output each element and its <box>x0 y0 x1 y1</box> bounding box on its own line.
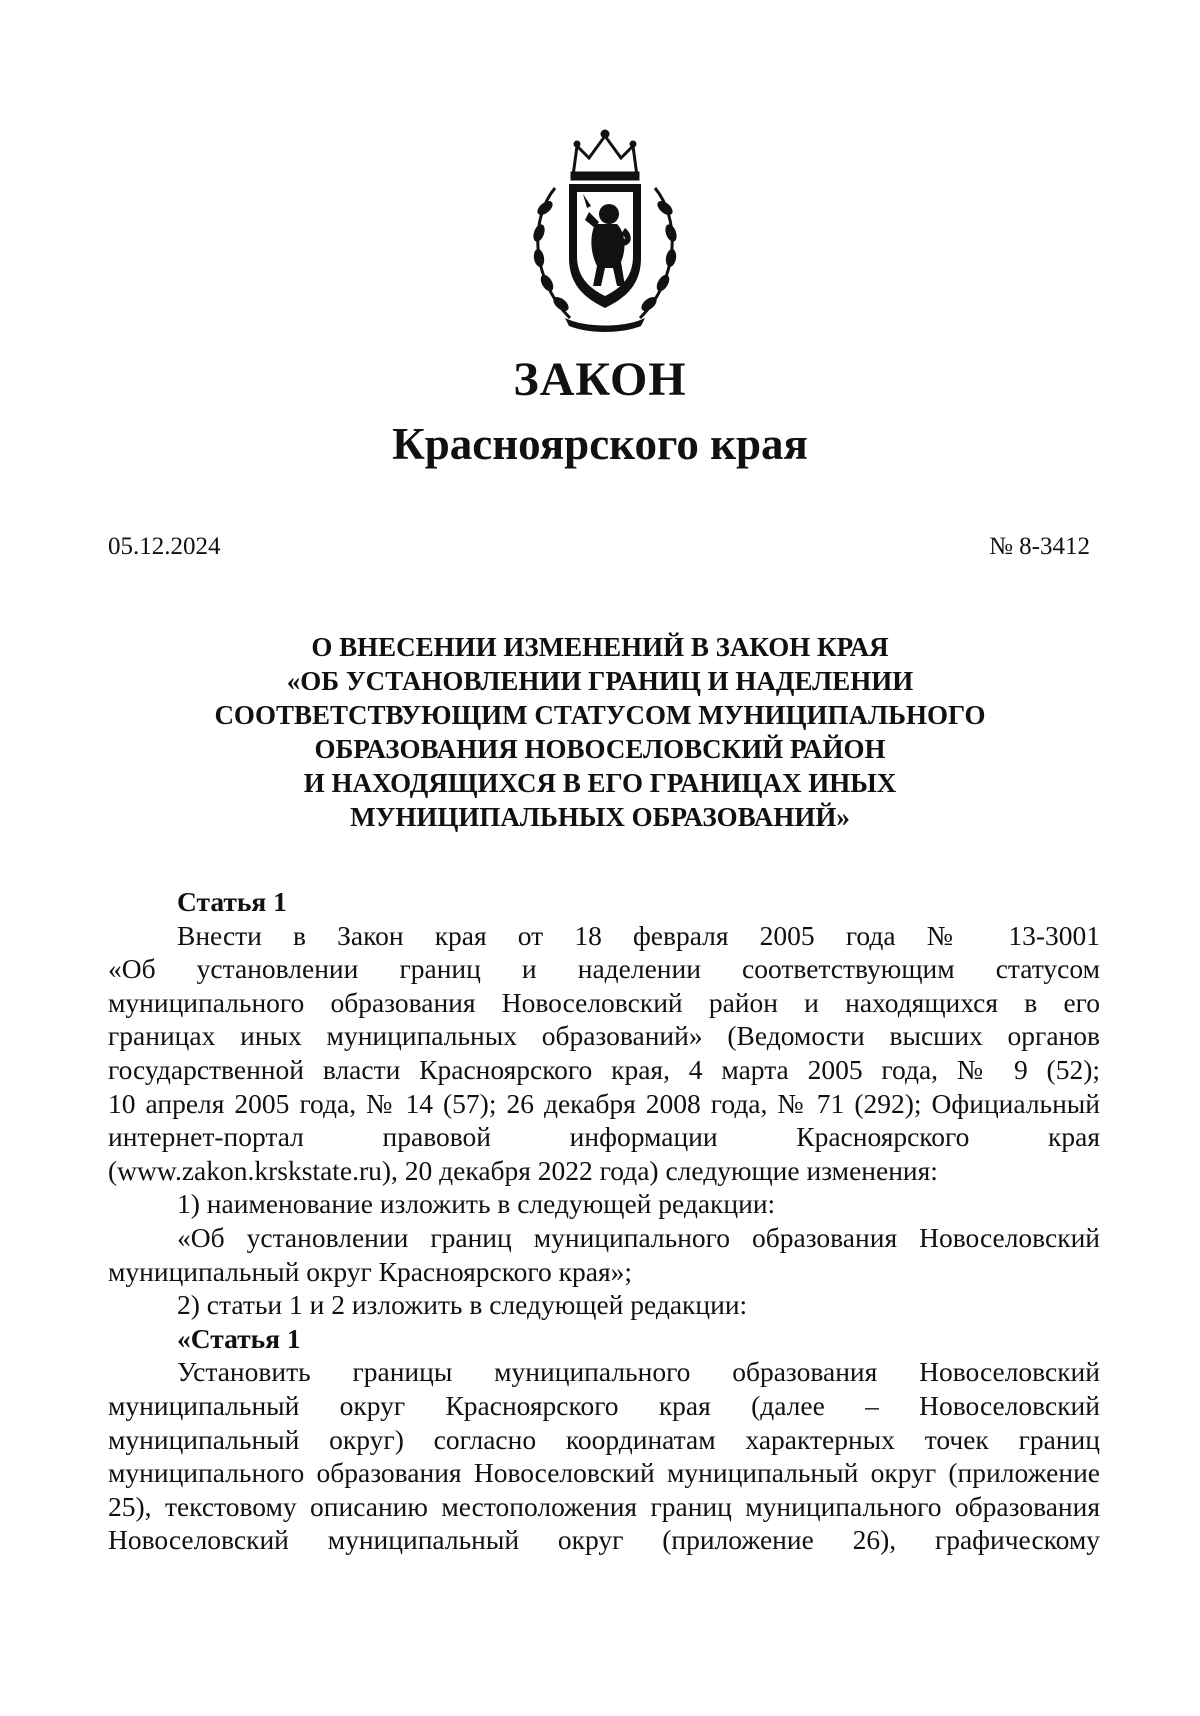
body-line: 25), текстовому описанию местоположения границ муниципального образования <box>108 1490 1100 1522</box>
body-line: государственной власти Красноярского края, 4 марта 2005 года, № 9 (52); <box>108 1053 1100 1085</box>
law-heading-line: МУНИЦИПАЛЬНЫХ ОБРАЗОВАНИЙ» <box>350 802 850 832</box>
law-heading-line: «ОБ УСТАНОВЛЕНИИ ГРАНИЦ И НАДЕЛЕНИИ <box>286 666 914 696</box>
body-line: муниципальный округ Красноярского края»; <box>108 1255 632 1287</box>
law-date: 05.12.2024 <box>108 533 221 560</box>
law-heading-line: О ВНЕСЕНИИ ИЗМЕНЕНИЙ В ЗАКОН КРАЯ <box>311 632 889 662</box>
body-line: муниципальный округ Красноярского края (далее – Новоселовский <box>108 1389 1100 1421</box>
body-line: 2) статьи 1 и 2 изложить в следующей редакции: <box>177 1289 748 1321</box>
body-line: «Об установлении границ муниципального образования Новоселовский <box>177 1221 1100 1253</box>
body-line: границах иных муниципальных образований» (Ведомости высших органов <box>108 1020 1100 1052</box>
body-line: интернет-портал правовой информации Красноярского края <box>108 1121 1100 1153</box>
article-heading: «Статья 1 <box>177 1322 301 1354</box>
body-line: (www.zakon.krskstate.ru), 20 декабря 2022 года) следующие изменения: <box>108 1154 938 1186</box>
body-line: Новоселовский муниципальный округ (приложение 26), графическому <box>108 1524 1100 1556</box>
law-heading-line: И НАХОДЯЩИХСЯ В ЕГО ГРАНИЦАХ ИНЫХ <box>303 768 897 798</box>
body-line: 1) наименование изложить в следующей редакции: <box>177 1188 776 1220</box>
body-line: муниципального образования Новоселовский район и находящихся в его <box>108 986 1100 1018</box>
body-line: муниципальный округ) согласно координатам характерных точек границ <box>108 1423 1100 1455</box>
law-heading <box>0 630 1200 834</box>
law-number: № 8-3412 <box>989 533 1090 560</box>
coat-of-arms-icon <box>525 128 685 333</box>
law-heading-line: ОБРАЗОВАНИЯ НОВОСЕЛОВСКИЙ РАЙОН <box>314 734 886 764</box>
law-body <box>108 885 1100 1557</box>
body-line: муниципального образования Новоселовский муниципальный округ (приложение <box>108 1457 1100 1489</box>
body-line: 10 апреля 2005 года, № 14 (57); 26 декабря 2008 года, № 71 (292); Официальный <box>108 1087 1100 1119</box>
body-line: Внести в Закон края от 18 февраля 2005 года № 13-3001 <box>177 919 1100 951</box>
body-line: «Об установлении границ и наделении соответствующим статусом <box>108 953 1100 985</box>
law-heading-line: СООТВЕТСТВУЮЩИМ СТАТУСОМ МУНИЦИПАЛЬНОГО <box>214 700 986 730</box>
body-line: Установить границы муниципального образования Новоселовский <box>177 1356 1100 1388</box>
document-subtitle: Красноярского края <box>392 419 808 469</box>
document-title: ЗАКОН <box>513 353 687 406</box>
article-heading: Статья 1 <box>177 886 287 917</box>
